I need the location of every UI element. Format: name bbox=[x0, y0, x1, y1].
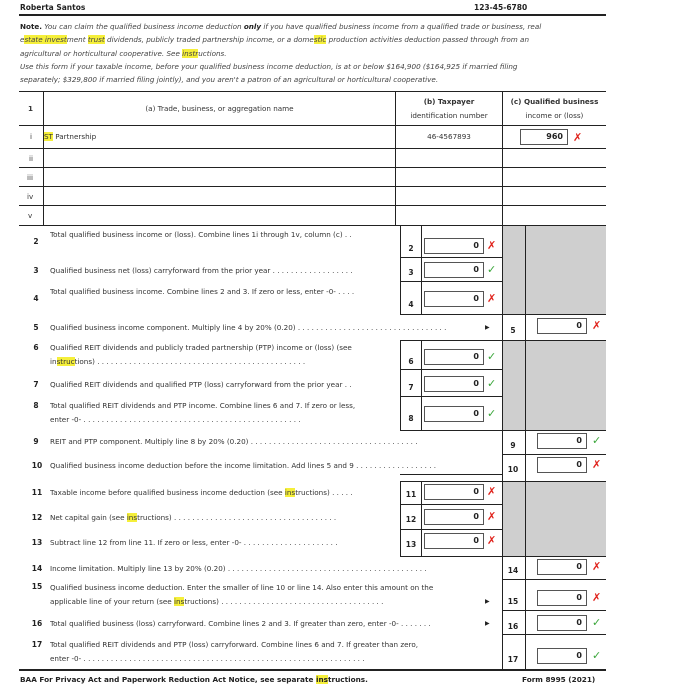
line-3-text: Qualified business net (loss) carryforward from the prior year . . . . . . . . . . . . . . . . . . bbox=[50, 266, 353, 275]
line-10-text: Qualified business income deduction before the income limitation. Add lines 5 and 9 . . . . . . . . . . . . . . . . . . bbox=[50, 461, 437, 470]
box-number: 7 bbox=[408, 383, 414, 392]
ok-check-icon: ✓ bbox=[487, 263, 497, 276]
note-text: You can claim the qualified business income deduction bbox=[44, 22, 244, 31]
shaded-area bbox=[502, 340, 606, 430]
error-x-icon: ✗ bbox=[487, 292, 497, 305]
error-x-icon: ✗ bbox=[487, 485, 497, 498]
highlight: ST bbox=[44, 132, 53, 141]
highlight: state invest bbox=[24, 35, 67, 45]
highlight: trust bbox=[87, 35, 105, 45]
row-roman: iii bbox=[27, 173, 33, 182]
line-5-text: Qualified business income component. Multiply line 4 by 20% (0.20) . . . . . . . . . . . . . . . . . . . . . . . . . . . . . . . . . bbox=[50, 323, 447, 332]
line-16-input[interactable]: 0 bbox=[537, 615, 587, 631]
note-text: agricultural or horticultural cooperative. See bbox=[20, 48, 183, 58]
business-name-text: Partnership bbox=[52, 132, 97, 141]
column-rule bbox=[502, 226, 503, 670]
tin-field[interactable]: 46-4567893 bbox=[427, 132, 471, 141]
line-14-input[interactable]: 0 bbox=[537, 559, 587, 575]
table-row-rule bbox=[19, 125, 606, 126]
line-9-input[interactable]: 0 bbox=[537, 433, 587, 449]
line-rule bbox=[400, 556, 606, 557]
note-text: ment bbox=[66, 35, 88, 45]
line-6-text: Qualified REIT dividends and publicly traded partnership (PTP) income or (loss) (see bbox=[50, 343, 352, 352]
row-roman: v bbox=[28, 211, 33, 220]
box-number: 4 bbox=[408, 300, 414, 309]
table-row-rule bbox=[19, 167, 606, 168]
line-rule bbox=[400, 257, 502, 258]
taxpayer-name: Roberta Santos bbox=[20, 3, 86, 12]
line-number: 8 bbox=[33, 401, 39, 410]
error-x-icon: ✗ bbox=[592, 591, 602, 604]
line-rule bbox=[400, 474, 502, 475]
line-rule bbox=[502, 610, 606, 611]
table-top-rule bbox=[19, 91, 606, 92]
line-number: 11 bbox=[31, 488, 43, 497]
note-line-2 bbox=[20, 33, 606, 46]
table-row-rule bbox=[19, 148, 606, 149]
line-2-input[interactable]: 0 bbox=[424, 238, 484, 254]
line-15-text-2 bbox=[50, 595, 482, 608]
box-number: 12 bbox=[405, 515, 417, 524]
line-rule bbox=[400, 504, 502, 505]
arrow-right-icon: ▶ bbox=[485, 620, 490, 627]
line-11-text bbox=[50, 486, 398, 499]
arrow-right-icon: ▶ bbox=[485, 598, 490, 605]
text: tions) . . . . . . . . . . . . . . . . . . . . . . . . . . . . . . . . . . . . . . . . . . . . . . bbox=[74, 357, 306, 366]
box-number: 17 bbox=[507, 655, 519, 664]
column-rule bbox=[400, 226, 401, 314]
line-rule bbox=[400, 396, 502, 397]
footer-notice bbox=[20, 675, 368, 684]
line-rule bbox=[400, 340, 606, 341]
error-x-icon: ✗ bbox=[487, 534, 497, 547]
box-number: 9 bbox=[510, 441, 516, 450]
qbi-value-input[interactable]: 960 bbox=[520, 129, 568, 145]
highlight: instr bbox=[182, 48, 199, 58]
line-3-input[interactable]: 0 bbox=[424, 262, 484, 278]
note-line-5: separately; $329,800 if married filing jointly), and you aren't a patron of an agricultural or horticultural cooperative. bbox=[20, 75, 439, 85]
line-number: 4 bbox=[33, 294, 39, 303]
line-10-input[interactable]: 0 bbox=[537, 457, 587, 473]
highlight: ins bbox=[126, 513, 138, 522]
line-8-text-2: enter -0- . . . . . . . . . . . . . . . . . . . . . . . . . . . . . . . . . . . . . . . . . . . . . . . . bbox=[50, 415, 301, 424]
line-number: 5 bbox=[33, 323, 39, 332]
note-text: if you have qualified business income from a qualified trade or business, real bbox=[261, 22, 542, 31]
row-roman: ii bbox=[29, 154, 33, 163]
box-number: 2 bbox=[408, 244, 414, 253]
column-rule bbox=[421, 340, 422, 430]
error-x-icon: ✗ bbox=[592, 560, 602, 573]
line-number: 6 bbox=[33, 343, 39, 352]
note-only: only bbox=[243, 22, 262, 31]
ok-check-icon: ✓ bbox=[592, 434, 602, 447]
col-c-header-sub: income or (loss) bbox=[525, 111, 584, 120]
error-x-icon: ✗ bbox=[487, 239, 497, 252]
line-11-input[interactable]: 0 bbox=[424, 484, 484, 500]
col-b-header: (b) Taxpayer bbox=[423, 97, 475, 106]
table-row-rule bbox=[19, 205, 606, 206]
form-id: Form 8995 (2021) bbox=[522, 675, 596, 684]
line-14-text: Income limitation. Multiply line 13 by 20% (0.20) . . . . . . . . . . . . . . . . . . . . . . . . . . . . . . . . . . . . . . . . . . . . bbox=[50, 564, 427, 573]
text: Net capital gain (see bbox=[50, 513, 127, 522]
taxpayer-ssn: 123-45-6780 bbox=[474, 3, 528, 12]
line-rule bbox=[400, 529, 502, 530]
line-13-text: Subtract line 12 from line 11. If zero or less, enter -0- . . . . . . . . . . . . . . . . . . . . . bbox=[50, 538, 338, 547]
ok-check-icon: ✓ bbox=[592, 649, 602, 662]
line-1-number: 1 bbox=[28, 104, 34, 113]
line-9-text: REIT and PTP component. Multiply line 8 by 20% (0.20) . . . . . . . . . . . . . . . . . . . . . . . . . . . . . . . . . . . . . bbox=[50, 437, 418, 446]
box-number: 10 bbox=[507, 465, 519, 474]
text: in bbox=[50, 357, 57, 366]
line-17-text-2: enter -0- . . . . . . . . . . . . . . . . . . . . . . . . . . . . . . . . . . . . . . . . . . . . . . . . . . . . . . . . . . . . . . bbox=[50, 654, 365, 663]
line-rule bbox=[400, 314, 606, 315]
line-12-text bbox=[50, 511, 398, 524]
error-x-icon: ✗ bbox=[573, 131, 583, 144]
ok-check-icon: ✓ bbox=[592, 616, 602, 629]
line-13-input[interactable]: 0 bbox=[424, 533, 484, 549]
line-number: 12 bbox=[31, 513, 43, 522]
column-rule bbox=[421, 226, 422, 314]
column-rule bbox=[400, 481, 401, 556]
line-15-input[interactable]: 0 bbox=[537, 590, 587, 606]
line-rule bbox=[502, 454, 606, 455]
line-number: 2 bbox=[33, 237, 39, 246]
col-a-header: (a) Trade, business, or aggregation name bbox=[145, 104, 294, 113]
line-7-text: Qualified REIT dividends and qualified PTP (loss) carryforward from the prior year . . bbox=[50, 380, 352, 389]
note-line-4: Use this form if your taxable income, before your qualified business income deduction, is at or below $164,900 ($164,925 if married filing bbox=[20, 61, 518, 71]
note-text: e bbox=[20, 35, 25, 45]
line-2-text: Total qualified business income or (loss). Combine lines 1i through 1v, column (c) . . bbox=[50, 230, 352, 239]
ok-check-icon: ✓ bbox=[487, 407, 497, 420]
box-number: 5 bbox=[510, 326, 516, 335]
shaded-area bbox=[502, 226, 606, 314]
shaded-area bbox=[502, 481, 606, 556]
ok-check-icon: ✓ bbox=[487, 377, 497, 390]
line-6-text-2 bbox=[50, 355, 398, 368]
highlight: ins bbox=[174, 597, 185, 606]
row-roman: iv bbox=[27, 192, 34, 201]
text: applicable line of your return (see bbox=[50, 597, 174, 606]
line-8-text: Total qualified REIT dividends and PTP income. Combine lines 6 and 7. If zero or less, bbox=[50, 401, 356, 410]
line-number: 15 bbox=[31, 582, 43, 591]
column-rule bbox=[525, 226, 526, 670]
note-line-1 bbox=[20, 20, 606, 33]
line-rule bbox=[502, 634, 606, 635]
line-17-input[interactable]: 0 bbox=[537, 648, 587, 664]
error-x-icon: ✗ bbox=[592, 319, 602, 332]
text: tructions) . . . . . bbox=[295, 488, 353, 497]
highlight: struc bbox=[56, 357, 75, 366]
line-8-input[interactable]: 0 bbox=[424, 406, 484, 422]
column-rule bbox=[400, 340, 401, 430]
box-number: 14 bbox=[507, 566, 519, 575]
line-rule bbox=[502, 579, 606, 580]
line-4-text: Total qualified business income. Combine lines 2 and 3. If zero or less, enter -0- . . . . bbox=[50, 287, 355, 296]
box-number: 8 bbox=[408, 414, 414, 423]
table-row-rule bbox=[19, 186, 606, 187]
note-label: Note. bbox=[20, 22, 42, 31]
text: tructions) . . . . . . . . . . . . . . . . . . . . . . . . . . . . . . . . . . . . bbox=[137, 513, 337, 522]
line-15-text: Qualified business income deduction. Enter the smaller of line 10 or line 14. Also enter this amount on the bbox=[50, 583, 434, 592]
box-number: 6 bbox=[408, 357, 414, 366]
line-number: 14 bbox=[31, 564, 43, 573]
line-number: 13 bbox=[31, 538, 43, 547]
note-text: uctions. bbox=[198, 48, 227, 58]
error-x-icon: ✗ bbox=[487, 510, 497, 523]
text: BAA For Privacy Act and Paperwork Reduction Act Notice, see separate bbox=[20, 675, 316, 684]
line-number: 16 bbox=[31, 619, 43, 628]
col-c-header: (c) Qualified business bbox=[510, 97, 599, 106]
column-rule bbox=[421, 481, 422, 556]
box-number: 16 bbox=[507, 622, 519, 631]
note-block bbox=[20, 20, 606, 86]
note-text: production activities deduction passed through from an bbox=[326, 35, 530, 45]
box-number: 11 bbox=[405, 490, 417, 499]
footer-rule bbox=[19, 669, 606, 671]
box-number: 3 bbox=[408, 268, 414, 277]
line-6-input[interactable]: 0 bbox=[424, 349, 484, 365]
highlight: ins bbox=[315, 675, 328, 684]
note-text: dividends, publicly traded partnership income, or a dome bbox=[104, 35, 314, 45]
col-b-header-sub: identification number bbox=[410, 111, 488, 120]
line-number: 10 bbox=[31, 461, 43, 470]
line-16-text: Total qualified business (loss) carryforward. Combine lines 2 and 3. If greater than zero, enter -0- . . . . . . . bbox=[50, 619, 431, 628]
line-rule bbox=[400, 430, 606, 431]
line-rule bbox=[400, 369, 502, 370]
line-12-input[interactable]: 0 bbox=[424, 509, 484, 525]
line-number: 9 bbox=[33, 437, 39, 446]
box-number: 15 bbox=[507, 597, 519, 606]
arrow-right-icon: ▶ bbox=[485, 324, 490, 331]
row-roman: i bbox=[30, 132, 32, 141]
line-5-input[interactable]: 0 bbox=[537, 318, 587, 334]
line-17-text: Total qualified REIT dividends and PTP (loss) carryforward. Combine lines 6 and 7. If greater than zero, bbox=[50, 640, 419, 649]
line-rule bbox=[400, 281, 502, 282]
highlight: ins bbox=[284, 488, 296, 497]
highlight: stic bbox=[313, 35, 327, 45]
line-number: 7 bbox=[33, 380, 39, 389]
ok-check-icon: ✓ bbox=[487, 350, 497, 363]
header-rule bbox=[19, 14, 606, 16]
text: Taxable income before qualified business income deduction (see bbox=[50, 488, 285, 497]
error-x-icon: ✗ bbox=[592, 458, 602, 471]
note-line-3 bbox=[20, 47, 606, 60]
line-rule bbox=[400, 481, 606, 482]
business-name-field[interactable] bbox=[44, 132, 96, 141]
line-number: 17 bbox=[31, 640, 43, 649]
text: tructions) . . . . . . . . . . . . . . . . . . . . . . . . . . . . . . . . . . . . bbox=[184, 597, 384, 606]
text: tructions. bbox=[327, 675, 368, 684]
box-number: 13 bbox=[405, 540, 417, 549]
line-7-input[interactable]: 0 bbox=[424, 376, 484, 392]
line-number: 3 bbox=[33, 266, 39, 275]
line-4-input[interactable]: 0 bbox=[424, 291, 484, 307]
